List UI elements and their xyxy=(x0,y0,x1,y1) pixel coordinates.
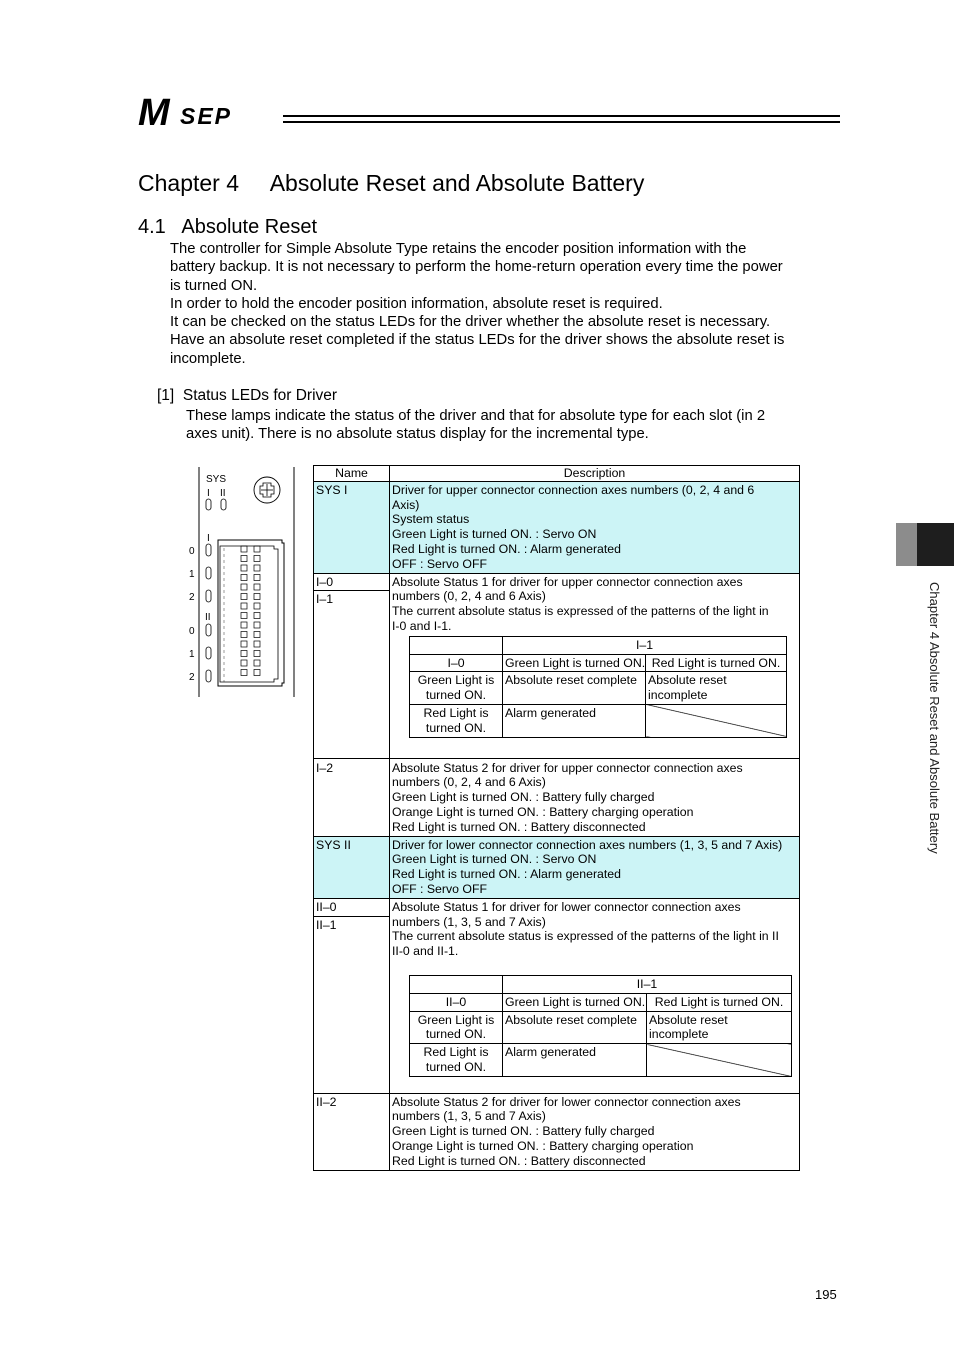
row-description xyxy=(390,758,800,836)
sys-i-label: I xyxy=(207,488,210,499)
desc-line: Axis) xyxy=(392,497,420,512)
connector-pin xyxy=(254,594,260,600)
desc-line: numbers (1, 3, 5 and 7 Axis) xyxy=(392,914,546,929)
section-name: Absolute Reset xyxy=(181,216,318,238)
header-name: Name xyxy=(314,466,390,482)
desc-line: II-0 and II-1. xyxy=(392,944,459,959)
desc-line: Red Light is turned ON. : Alarm generated xyxy=(392,541,621,556)
matrix-row-red: Red Light is turned ON. xyxy=(410,1044,503,1077)
sys-ii-led xyxy=(221,499,226,510)
connector-pin xyxy=(241,632,247,638)
table-row-ii-2 xyxy=(314,1093,800,1170)
connector-pin xyxy=(241,546,247,552)
connector-pin xyxy=(254,584,260,590)
header-rule-top xyxy=(283,115,840,117)
row-description xyxy=(390,836,800,898)
connector-pin xyxy=(254,603,260,609)
name-ii-1: II–1 xyxy=(316,917,337,932)
row-description xyxy=(390,573,800,758)
desc-line: Driver for lower connector connection axes numbers (1, 3, 5 and 7 Axis) xyxy=(392,837,783,852)
connector-pin xyxy=(241,584,247,590)
connector-pin xyxy=(254,622,260,628)
desc-line: Driver for upper connector connection axes numbers (0, 2, 4 and 6 xyxy=(392,482,755,497)
chapter-tab-gray xyxy=(896,523,917,566)
desc-line: Absolute Status 1 for driver for lower connector connection axes xyxy=(392,899,741,914)
connector-pin xyxy=(254,565,260,571)
connector-pin xyxy=(241,594,247,600)
desc-line: numbers (0, 2, 4 and 6 Axis) xyxy=(392,775,546,790)
matrix-row-header: I–0 xyxy=(410,654,503,672)
connector-pin xyxy=(254,651,260,657)
absolute-status-matrix-i xyxy=(409,636,787,738)
desc-line: Green Light is turned ON. : Servo ON xyxy=(392,852,597,867)
row-label: 0 xyxy=(189,546,195,557)
desc-line: Green Light is turned ON. : Battery fully charged xyxy=(392,790,655,805)
matrix-row-green: Green Light is turned ON. xyxy=(410,672,503,705)
matrix-row-red: Red Light is turned ON. xyxy=(410,704,503,737)
sub-line: axes unit). There is no absolute status display for the incremental type. xyxy=(186,426,649,443)
desc-line: System status xyxy=(392,512,470,527)
name-i-0: I–0 xyxy=(314,574,389,592)
desc-line: Red Light is turned ON. : Alarm generated xyxy=(392,867,621,882)
desc-line: Absolute Status 2 for driver for lower connector connection axes xyxy=(392,1094,741,1109)
row-description xyxy=(390,898,800,1093)
matrix-row-header: II–0 xyxy=(410,993,503,1011)
led-i-1 xyxy=(206,567,211,579)
connector-pin xyxy=(254,632,260,638)
connector-pin xyxy=(254,641,260,647)
connector-pin xyxy=(241,575,247,581)
connector-pin xyxy=(241,603,247,609)
matrix-col-header: II–1 xyxy=(503,975,792,993)
subsection-name: Status LEDs for Driver xyxy=(182,387,338,404)
row-name xyxy=(314,573,390,758)
desc-line: The current absolute status is expressed of the patterns of the light in xyxy=(392,604,769,619)
intro-line: is turned ON. xyxy=(170,277,258,294)
row-label: 0 xyxy=(189,626,195,637)
connector-pin xyxy=(254,613,260,619)
sub-line: These lamps indicate the status of the driver and that for absolute type for each slot (in 2 xyxy=(186,408,766,424)
table-row-sys-i xyxy=(314,481,800,573)
desc-line: Orange Light is turned ON. : Battery charging operation xyxy=(392,1139,694,1154)
row-name: I–2 xyxy=(314,758,390,836)
connector-pin xyxy=(241,613,247,619)
connector-pin xyxy=(241,556,247,562)
row-label: 2 xyxy=(189,672,195,683)
matrix-corner xyxy=(410,975,503,993)
connector-icon xyxy=(218,540,284,686)
desc-line: numbers (1, 3, 5 and 7 Axis) xyxy=(392,1109,546,1124)
connector-pin xyxy=(254,660,260,666)
group-ii-label: II xyxy=(205,612,211,623)
svg-text:SEP: SEP xyxy=(180,103,233,129)
desc-line: I-0 and I-1. xyxy=(392,618,452,633)
sys-i-led xyxy=(206,499,211,510)
connector-pin xyxy=(241,622,247,628)
intro-paragraph xyxy=(170,240,850,368)
subsection-label: [1] xyxy=(157,387,175,404)
subsection-paragraph xyxy=(186,407,836,444)
chapter-label: Chapter 4 xyxy=(138,170,240,196)
desc-line: Red Light is turned ON. : Battery disconnected xyxy=(392,1153,646,1168)
connector-pin xyxy=(254,575,260,581)
matrix-corner xyxy=(410,636,503,654)
table-row-i-2 xyxy=(314,758,800,836)
name-ii-0: II–0 xyxy=(314,899,389,917)
row-description xyxy=(390,1093,800,1170)
connector-pin xyxy=(254,670,260,676)
desc-line: OFF : Servo OFF xyxy=(392,881,487,896)
row-name: II–2 xyxy=(314,1093,390,1170)
subsection-title xyxy=(157,387,337,405)
absolute-status-matrix-ii xyxy=(409,975,792,1077)
intro-line: In order to hold the encoder position information, absolute reset is required. xyxy=(170,295,663,312)
table-header-row xyxy=(314,466,800,482)
desc-line: The current absolute status is expressed of the patterns of the light in II xyxy=(392,929,779,944)
matrix-row-green: Green Light is turned ON. xyxy=(410,1011,503,1044)
row-description xyxy=(390,481,800,573)
led-i-0 xyxy=(206,544,211,556)
connector-pin xyxy=(254,556,260,562)
led-ii-0 xyxy=(206,624,211,636)
sys-ii-label: II xyxy=(220,488,226,499)
svg-text:M: M xyxy=(138,95,170,129)
matrix-cell-red-red xyxy=(647,1044,792,1077)
matrix-col-green: Green Light is turned ON. xyxy=(503,993,647,1011)
desc-line: Green Light is turned ON. : Servo ON xyxy=(392,527,597,542)
table-row-sys-ii xyxy=(314,836,800,898)
row-name: SYS II xyxy=(314,836,390,898)
matrix-cell-green-red: Absolute reset incomplete xyxy=(647,1011,792,1044)
connector-pins xyxy=(241,546,260,676)
header-description: Description xyxy=(390,466,800,482)
desc-line: OFF : Servo OFF xyxy=(392,556,487,571)
screw-icon xyxy=(254,477,280,503)
row-label: 2 xyxy=(189,592,195,603)
row-name: SYS I xyxy=(314,481,390,573)
table-row-i-0-1 xyxy=(314,573,800,758)
desc-line: numbers (0, 2, 4 and 6 Axis) xyxy=(392,589,546,604)
header-rule-bottom xyxy=(283,121,840,123)
matrix-cell-green-red: Absolute reset incomplete xyxy=(646,672,787,705)
connector-pin xyxy=(241,660,247,666)
chapter-name: Absolute Reset and Absolute Battery xyxy=(269,170,645,196)
status-led-table xyxy=(313,465,800,1171)
connector-pin xyxy=(241,670,247,676)
intro-line: The controller for Simple Absolute Type retains the encoder position information with the xyxy=(170,241,747,257)
led-i-2 xyxy=(206,590,211,602)
led-ii-1 xyxy=(206,647,211,659)
matrix-cell-red-red xyxy=(646,704,787,737)
sys-label: SYS xyxy=(206,474,227,485)
desc-line: Green Light is turned ON. : Battery fully charged xyxy=(392,1124,655,1139)
row-name xyxy=(314,898,390,1093)
row-label: 1 xyxy=(189,649,195,660)
intro-line: It can be checked on the status LEDs for the driver whether the absolute reset is necessary. xyxy=(170,314,771,331)
matrix-cell-red-green: Alarm generated xyxy=(503,1044,647,1077)
table-row-ii-0-1 xyxy=(314,898,800,1093)
matrix-cell-red-green: Alarm generated xyxy=(503,704,646,737)
intro-line: battery backup. It is not necessary to perform the home-return operation every time the power xyxy=(170,259,783,276)
led-panel-diagram xyxy=(180,462,300,702)
connector-pin xyxy=(241,565,247,571)
row-label: 1 xyxy=(189,569,195,580)
section-number: 4.1 xyxy=(138,216,166,238)
matrix-cell-green-green: Absolute reset complete xyxy=(503,1011,647,1044)
matrix-col-green: Green Light is turned ON. xyxy=(503,654,646,672)
section-title xyxy=(138,216,317,239)
connector-pin xyxy=(241,641,247,647)
desc-line: Absolute Status 2 for driver for upper connector connection axes xyxy=(392,760,743,775)
desc-line: Absolute Status 1 for driver for upper connector connection axes xyxy=(392,574,743,589)
connector-pin xyxy=(254,546,260,552)
desc-line: Red Light is turned ON. : Battery disconnected xyxy=(392,819,646,834)
matrix-cell-green-green: Absolute reset complete xyxy=(503,672,646,705)
side-chapter-label: Chapter 4 Absolute Reset and Absolute Battery xyxy=(927,582,942,854)
matrix-col-red: Red Light is turned ON. xyxy=(646,654,787,672)
led-ii-2 xyxy=(206,670,211,682)
chapter-title xyxy=(138,170,644,197)
name-i-1: I–1 xyxy=(316,592,334,607)
msep-logo xyxy=(138,95,273,129)
intro-line: incomplete. xyxy=(170,350,246,367)
intro-line: Have an absolute reset completed if the status LEDs for the driver shows the absolute reset is xyxy=(170,332,785,349)
group-i-label: I xyxy=(207,533,210,544)
matrix-col-red: Red Light is turned ON. xyxy=(647,993,792,1011)
desc-line: Orange Light is turned ON. : Battery charging operation xyxy=(392,804,694,819)
connector-pin xyxy=(241,651,247,657)
page-number: 195 xyxy=(815,1287,837,1302)
chapter-tab-black xyxy=(917,523,954,566)
matrix-col-header: I–1 xyxy=(503,636,787,654)
